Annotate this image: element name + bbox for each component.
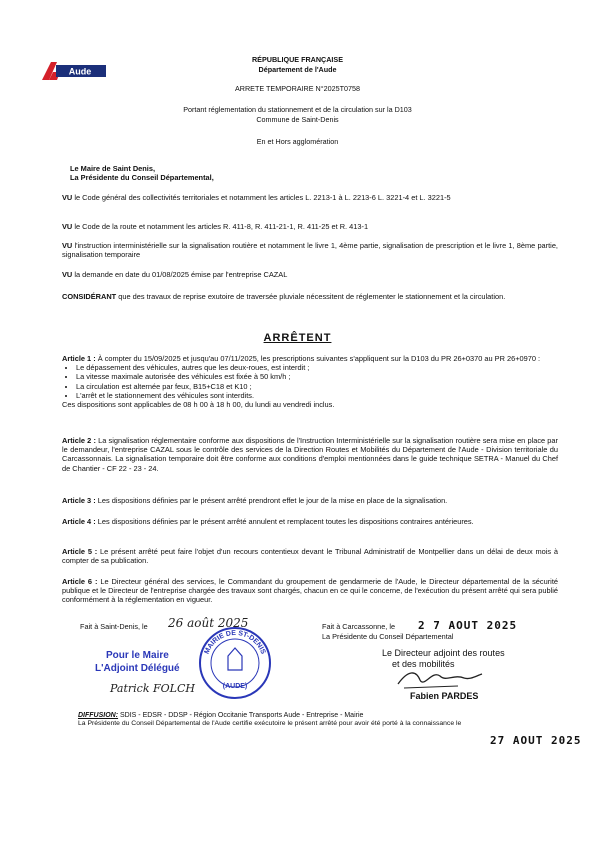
article-6-label: Article 6 : (62, 577, 98, 586)
vu-text: l'instruction interministérielle sur la signalisation routière et notamment le livre 1, 4ème partie, signalisation de prescription et le livre 1, 8ème partie, signalisation temporaire (62, 241, 558, 260)
certification-date-stamp: 27 AOUT 2025 (490, 734, 582, 747)
stamp-for-mayor: Pour le Maire (106, 650, 169, 661)
list-item: • La circulation est alternée par feux, B15+C18 et K10 ; (76, 382, 558, 391)
signature-left-date: 26 août 2025 (168, 616, 249, 630)
signature-right-place: Fait à Carcassonne, le (322, 622, 396, 631)
vu-prefix: VU (62, 270, 73, 279)
article-5-label: Article 5 : (62, 547, 98, 556)
vu-paragraph-4 (62, 270, 558, 279)
vu-paragraph-1 (62, 193, 558, 202)
vu-prefix: VU (62, 193, 73, 202)
mairie-seal (198, 626, 272, 700)
article-1-intro: À compter du 15/09/2025 et jusqu'au 07/11/2025, les prescriptions suivantes s'appliquent sur la D103 du PR 26+0370 au PR 26+0970 : (95, 354, 541, 363)
article-3-label: Article 3 : (62, 496, 96, 505)
list-item: • Le dépassement des véhicules, autres que les deux-roues, est interdit ; (76, 363, 558, 372)
arretent-heading: ARRÊTENT (263, 332, 332, 344)
diffusion-text: SDIS - EDSR - DDSP - Région Occitanie Transports Aude - Entreprise - Mairie (118, 712, 364, 719)
vu-text: le Code de la route et notamment les articles R. 411-8, R. 411-21-1, R. 411-25 et R. 413-1 (72, 222, 369, 231)
considerant-text: que des travaux de reprise exutoire de traversée pluviale nécessitent de réglementer le stationnement et la circulation. (116, 292, 506, 301)
article-2 (62, 436, 558, 473)
list-item: • La vitesse maximale autorisée des véhicules est fixée à 50 km/h ; (76, 372, 558, 381)
logo-text: Aude (68, 66, 92, 77)
article-4-label: Article 4 : (62, 517, 96, 526)
subject-line-1: Portant réglementation du stationnement et de la circulation sur la D103 (183, 105, 412, 114)
signature-right-date-stamp: 2 7 AOUT 2025 (418, 619, 518, 632)
signature-right-role-2b: et des mobilités (392, 659, 455, 669)
vu-paragraph-2 (62, 222, 558, 231)
scope-line: En et Hors agglomération (256, 137, 339, 146)
seal-bottom-text: (AUDE) (222, 683, 248, 690)
article-6 (62, 577, 558, 605)
handwritten-signature (394, 666, 484, 692)
authority-mayor: Le Maire de Saint Denis, (70, 164, 156, 173)
vu-prefix: VU (62, 222, 73, 231)
certification-note: La Présidente du Conseil Départemental de l'Aude certifie exécutoire le présent arrêté pour avoir été porté à la connaissance le (78, 720, 462, 727)
list-item: • L'arrêt et le stationnement des véhicules sont interdits. (76, 391, 558, 400)
article-4-text: Les dispositions définies par le présent arrêté annulent et remplacent toutes les dispositions contraires antérieures. (95, 517, 474, 526)
diffusion-label: DIFFUSION: (78, 712, 119, 719)
article-6-text: Le Directeur général des services, le Commandant du groupement de gendarmerie de l'Aude, le Directeur départemental de la sécurité publique et le Directeur de l'entreprise chargée des travaux sont chargés, chacun en ce qui le concerne, de l'exécution du présent arrêté qui sera publié conformément à la réglementation en vigueur. (62, 577, 558, 605)
considerant-prefix: CONSIDÉRANT (62, 292, 117, 301)
department-heading: Département de l'Aude (258, 65, 337, 74)
article-2-label: Article 2 : (62, 436, 96, 445)
article-1-list (62, 363, 558, 400)
vu-text: le Code général des collectivités territoriales et notamment les articles L. 2213-1 à L. 2213-6 L. 3221-4 et L. 3221-5 (72, 193, 451, 202)
diffusion-line (78, 712, 363, 719)
signature-right-role: La Présidente du Conseil Départemental (322, 632, 454, 641)
arrete-number: ARRETE TEMPORAIRE N°2025T0758 (235, 84, 360, 93)
article-3 (62, 496, 558, 505)
considerant-paragraph (62, 292, 558, 301)
article-3-text: Les dispositions définies par le présent arrêté prendront effet le jour de la mise en place de la signalisation. (95, 496, 448, 505)
signature-right-role-2a: Le Directeur adjoint des routes (382, 648, 505, 658)
article-1 (62, 354, 558, 409)
authority-president: La Présidente du Conseil Départemental, (70, 173, 214, 182)
seal-top-text: MAIRIE DE ST-DENIS (203, 629, 267, 656)
article-4 (62, 517, 558, 526)
signatory-right-name: Fabien PARDES (410, 691, 479, 701)
stamp-deputy: L'Adjoint Délégué (95, 663, 180, 674)
republic-heading: RÉPUBLIQUE FRANÇAISE (251, 55, 344, 64)
article-5 (62, 547, 558, 565)
signatory-left-name: Patrick FOLCH (110, 682, 195, 695)
article-1-label: Article 1 : (62, 354, 96, 363)
article-2-text: La signalisation réglementaire conforme aux dispositions de l'Instruction Interministérielle sur la signalisation routière sera mise en place par le demandeur, l'entreprise CAZAL sous le contrôle des services de la Direction Routes et Mobilités du Département de l'Aude - Division territoriale du Carcassonnais. La signalisation temporaire doit être conforme aux conditions d'emploi mentionnées dans le guide technique SETRA - Manuel du Chef de Chantier - CF 22 - 23 - 24. (62, 436, 558, 473)
subject-line-2: Commune de Saint-Denis (256, 115, 339, 124)
vu-paragraph-3 (62, 241, 558, 259)
svg-text:MAIRIE DE ST-DENIS (204, 630, 267, 656)
vu-text: la demande en date du 01/08/2025 émise par l'entreprise CAZAL (72, 270, 288, 279)
article-5-text: Le présent arrêté peut faire l'objet d'un recours contentieux devant le Tribunal Administratif de Montpellier dans un délai de deux mois à compter de sa publication. (62, 547, 558, 566)
vu-prefix: VU (62, 241, 73, 250)
signature-left-place: Fait à Saint-Denis, le (80, 622, 148, 631)
article-1-outro: Ces dispositions sont applicables de 08 h 00 à 18 h 00, du lundi au vendredi inclus. (62, 400, 335, 410)
